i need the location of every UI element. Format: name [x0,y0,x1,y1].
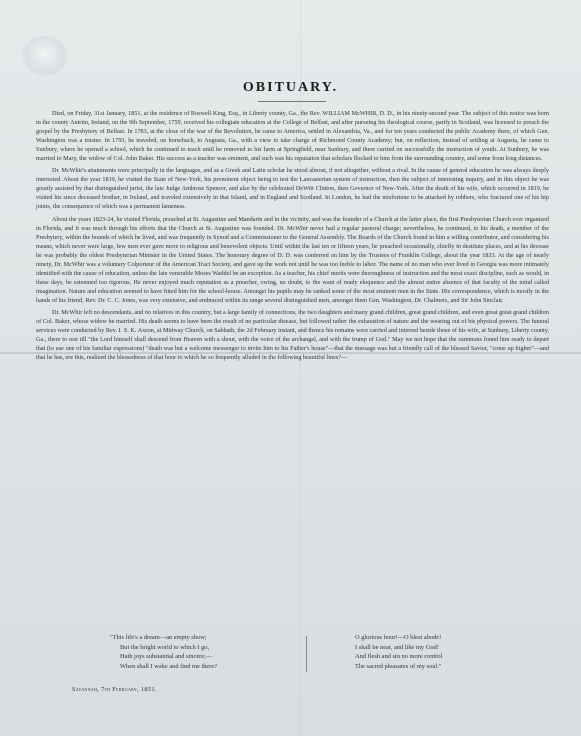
poem-block [110,633,530,671]
poem-line: I shall be near, and like my God! [355,643,439,651]
obituary-body [36,109,549,365]
paragraph-3: About the years 1823-24, he visited Florida, preached at St. Augustine and Mandarin and in the vicinity, and was the founder of a Church at the latter place, the first Presbyterian Church ever organized in Florida, and it was much through his efforts that the Church at St. Augustine was founded. Dr. McWhir never had a regular pastoral charge; nevertheless, he continued, to his death, a member of the Presbytery, within the bounds of which he lived, and was frequently in Synod and a Commissioner to the General Assembly. The Boards of the Church found in him a willing contributor, and considering his means, which never were large, few men ever gave more to religious and benevolent objects. Until within the last ten or fifteen years, he preached occasionally, chiefly in destitute places, and at his decease he was probably the oldest Presbyterian Minister in the United States. The honorary degree of D. D. was conferred on him by the Trustees of Franklin College, about the year 1833. At the age of nearly ninety, Dr. McWhir was a voluntary Colporteur of the American Tract Society, and gave up the work not until he was too feeble to labor. The name of no man who ever lived in Georgia was more intimately identified with the cause of education, unless the late venerable Moses Waddel be an exception. As a teacher, his chief merits were thoroughness of instruction and the most exact discipline, such as would, in these days, be esteemed too rigorous. He never enjoyed much reputation as a preacher, owing, no doubt, to the want of ready eloquence and the almost entire absence of that faculty of the mind called imagination. Nature and education seemed to have fitted him for the school-house. Amongst his pupils may be ranked some of the most eminent men in the State. His correspondence, which is mostly in the hands of his friend, Rev. Dr. C. C. Jones, was very extensive, and embraced within its range several distinguished men, amongst them Gen. Washington, Dr. Chalmers, and Sir John Sinclair. [36,215,549,304]
paragraph-1: Died, on Friday, 31st January, 1851, at the residence of Roswell King, Esq., in Liberty county, Ga., the Rev. WILLIAM McWHIR, D. D., in his ninety-second year. The subject of this notice was born in the county Antrim, Ireland, on the 9th September, 1759, received his collegiate education at the College of Belfast, and after pursuing his theological course, partly in Scotland, was licensed to preach the gospel by the Presbytery of Belfast. In 1783, at the close of the war of the Revolution, he came to America, settled in Alexandria, Va., and for ten years conducted the public Academy there, of which Gen. Washington was a trustee. In 1793, he traveled, on horseback, to Augusta, Ga., with a view to take charge of Richmond County Academy; but, on reflection, instead of settling at Augusta, he came to Sunbury, where he opened a school, which he continued to teach until he removed to his farm at Springfield, near Sunbury, and there carried on successfully the instruction of youth. At Sunbury, he was married to Mary, the widow of Col. John Baker. His success as a teacher was eminent, and such was his reputation that scholars flocked to him from the surrounding country, and some from long distances. [36,110,549,163]
embossed-seal-icon [22,36,68,76]
poem-right-stanza [355,633,530,671]
poem-line: But the bright world to which I go, [120,643,210,651]
poem-line: Hath joys substantial and sincere;— [120,653,213,661]
poem-line: When shall I wake and find me there? [120,662,218,670]
paragraph-4: Dr. McWhir left no descendants, and no relatives in this country, but a large family of connections, the two daughters and many grand children, great grand children, and even great great grand children of Col. Baker, whose widow he married. His death seems to have been the result of no particular disease, but followed rather the exhaustion of nature and the wearing out of his physical powers. The funeral services were conducted by Rev. I. S. K. Axson, at Midway Church, on Sabbath, the 2d February instant, and thence his remains were carried and interred beside those of his wife, at Sunbury, Liberty county, Ga., there to rest till "the Lord himself shall descend from Heaven with a shout, with the voice of the archangel, and with the trump of God." May we not hope that the summons found him ready to depart that (to use one of his familiar expressions) "death was but a welcome messenger to invite him to his Father's house"—that the message was but a friendly call of the blessed Savior, "come up higher"—and that he has, ere this, realized the blessedness of that hour to which he so frequently alluded in the following beautiful lines?— [36,308,549,362]
poem-line: "This life's a dream—an empty show; [110,634,207,641]
poem-line: And flesh and sin no more control [355,653,443,661]
title-underline [258,101,326,102]
paragraph-2: Dr. McWhir's attainments were principally in the languages, and as a Greek and Latin scholar he stood almost, if not altogether, without a rival. In the cause of general education he was always deeply interested. About the year 1819, he visited the State of New-York, his prominent object being to test the Lancasterian system of instruction, then the subject of interesting inquiry, and in this object he was greatly assisted by that distinguished jurist, the late Judge Ambrose Spencer, and also by the celebrated DeWitt Clinton, then Governor of New-York. After the death of his wife, which occurred in 1819, he visited his since deceased brother, in Ireland, and traveled extensively in that Island, and in England and Scotland. In London, he had the misfortune to be attacked by robbers, who fractured one of his hip joints, the consequence of which was a permanent lameness. [36,167,549,211]
poem-line: O glorious hour!—O blest abode! [355,634,442,641]
poem-divider [306,636,307,672]
dateline: Savannah, 7th February, 1851. [72,686,157,693]
poem-line: The sacred pleasures of my soul." [355,662,442,670]
poem-left-stanza [110,633,285,671]
document-title: OBITUARY. [242,80,339,95]
